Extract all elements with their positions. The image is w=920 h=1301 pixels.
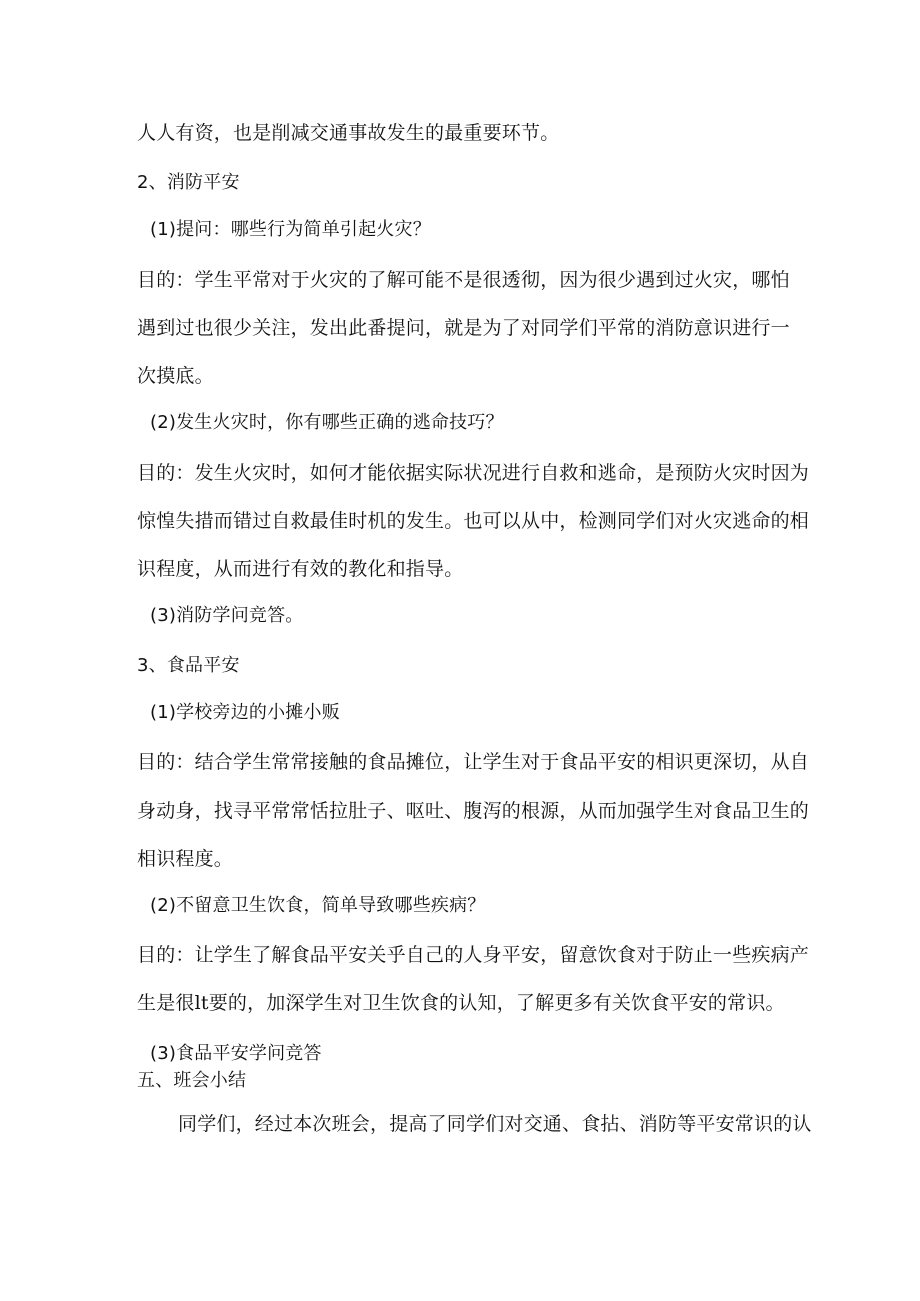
paragraph-line: 惊惶失措而错过自救最佳时机的发生。也可以从中，检测同学们对火灾逃命的相 (137, 510, 810, 532)
section-heading-fire-safety: 2、消防平安 (137, 172, 240, 193)
section-heading-food-safety: 3、食品平安 (137, 655, 240, 676)
question-item: (3)食品平安学问竞答 (150, 1043, 322, 1064)
paragraph-line: 目的：学生平常对于火灾的了解可能不是很透彻，因为很少遇到过火灾，哪怕 (137, 269, 790, 291)
paragraph-line: 遇到过也很少关注，发出此番提问，就是为了对同学们平常的消防意识进行一 (137, 317, 790, 339)
paragraph-line: 生是很lt要的，加深学生对卫生饮食的认知，了解更多有关饮食平安的常识。 (137, 992, 785, 1014)
question-item: (2)发生火灾时，你有哪些正确的逃命技巧？ (150, 412, 504, 433)
paragraph-line: 相识程度。 (137, 848, 234, 870)
paragraph-line: 同学们，经过本次班会，提高了同学们对交通、食拈、消防等平安常识的认 (178, 1113, 812, 1135)
section-heading-summary: 五、班会小结 (137, 1070, 247, 1091)
paragraph-line: 人人有资，也是削减交通事故发生的最重要环节。 (137, 122, 560, 144)
question-item: (3)消防学问竞答。 (150, 605, 304, 626)
paragraph-line: 识程度，从而进行有效的教化和指导。 (137, 558, 464, 580)
question-item: (2)不留意卫生饮食，简单导致哪些疾病？ (150, 895, 486, 916)
paragraph-line: 身动身，找寻平常常恬拉肚子、呕吐、腹泻的根源，从而加强学生对食品卫生的 (137, 800, 810, 822)
paragraph-line: 次摸底。 (137, 365, 214, 387)
paragraph-line: 目的：让学生了解食品平安关乎自己的人身平安，留意饮食对于防止一些疾病产 (137, 944, 810, 966)
question-item: (1)提问：哪些行为简单引起火灾？ (150, 219, 431, 240)
paragraph-line: 目的：结合学生常常接触的食品摊位，让学生对于食品平安的相识更深切，从自 (137, 751, 810, 773)
paragraph-line: 目的：发生火灾时，如何才能依据实际状况进行自救和逃命，是预防火灾时因为 (137, 462, 810, 484)
question-item: (1)学校旁边的小摊小贩 (150, 702, 340, 723)
